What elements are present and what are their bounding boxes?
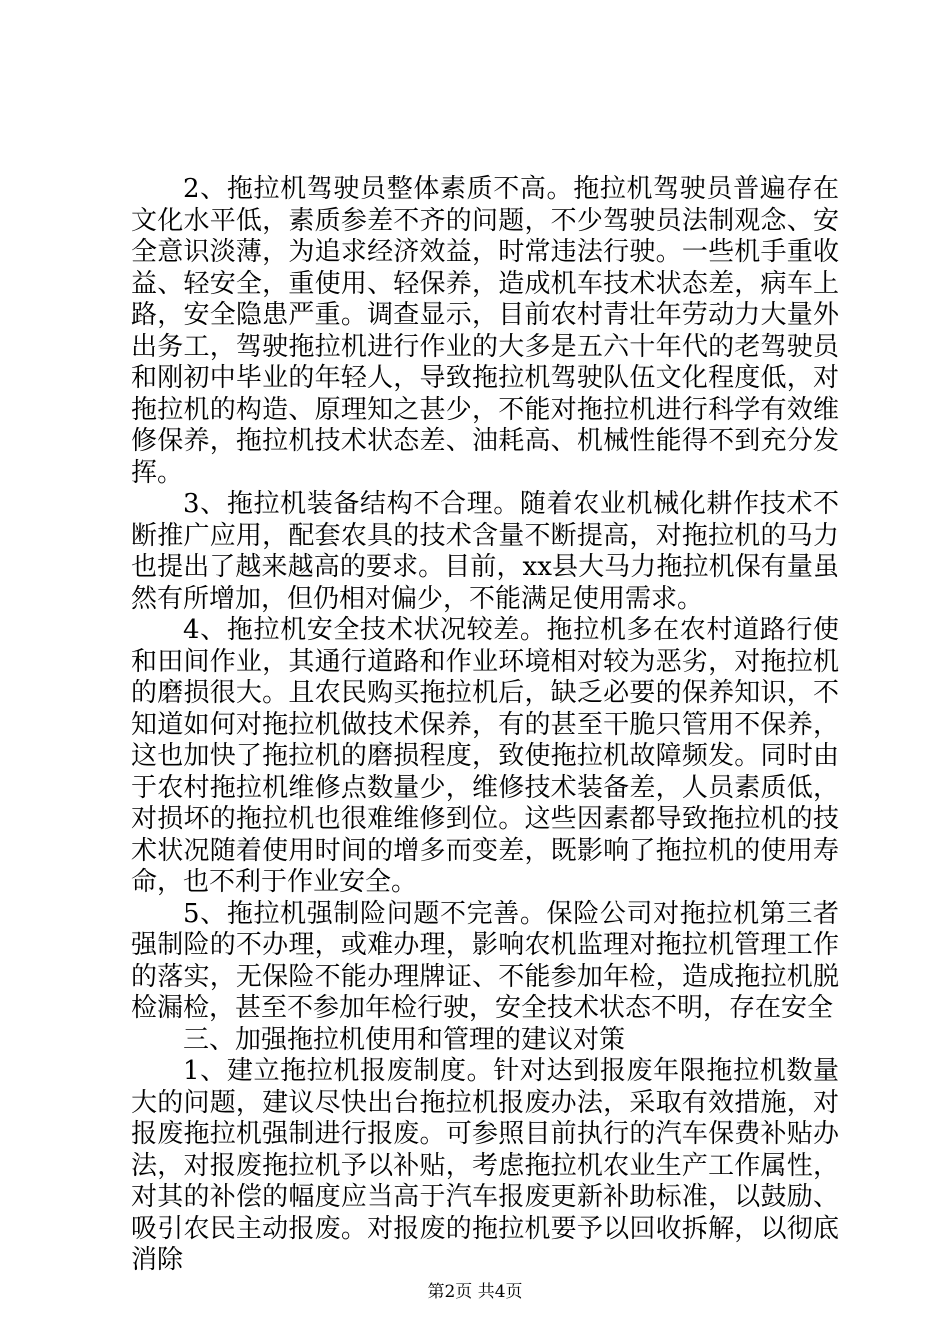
paragraph-text: 5、拖拉机强制险问题不完善。保险公司对拖拉机第三者强制险的不办理，或难办理，影响农机监理对拖拉机管理工作的落实，无保险不能办理牌证、不能参加年检，造成拖拉机脱检漏检，甚至不参加年检行驶，安全技术状态不明，存在安全 — [131, 898, 839, 1023]
paragraph-safety-condition — [131, 615, 839, 899]
paragraph-scrap-system — [131, 1056, 839, 1277]
paragraph-equipment-structure — [131, 489, 839, 615]
section-heading: 三、加强拖拉机使用和管理的建议对策 — [183, 1024, 626, 1055]
paragraph-text: 3、拖拉机装备结构不合理。随着农业机械化耕作技术不断推广应用，配套农具的技术含量不断提高，对拖拉机的马力也提出了越来越高的要求。目前，xx县大马力拖拉机保有量虽然有所增加，但仍相对偏少，不能满足使用需求。 — [131, 489, 839, 614]
document-body — [131, 174, 839, 1277]
paragraph-compulsory-insurance — [131, 899, 839, 1025]
paragraph-text: 1、建立拖拉机报废制度。针对达到报废年限拖拉机数量大的问题，建议尽快出台拖拉机报废办法，采取有效措施，对报废拖拉机强制进行报废。可参照目前执行的汽车保费补贴办法，对报废拖拉机予以补贴，考虑拖拉机农业生产工作属性，对其的补偿的幅度应当高于汽车报废更新补助标准，以鼓励、吸引农民主动报废。对报废的拖拉机要予以回收拆解，以彻底消除 — [131, 1056, 839, 1275]
paragraph-driver-quality — [131, 174, 839, 489]
page-number-footer: 第2页 共4页 — [427, 1282, 523, 1302]
paragraph-text: 4、拖拉机安全技术状况较差。拖拉机多在农村道路行使和田间作业，其通行道路和作业环境相对较为恶劣，对拖拉机的磨损很大。且农民购买拖拉机后，缺乏必要的保养知识，不知道如何对拖拉机做技术保养，有的甚至干脆只管用不保养，这也加快了拖拉机的磨损程度，致使拖拉机故障频发。同时由于农村拖拉机维修点数量少，维修技术装备差，人员素质低，对损坏的拖拉机也很难维修到位。这些因素都导致拖拉机的技术状况随着使用时间的增多而变差，既影响了拖拉机的使用寿命，也不利于作业安全。 — [131, 615, 839, 897]
paragraph-text: 2、拖拉机驾驶员整体素质不高。拖拉机驾驶员普遍存在文化水平低，素质参差不齐的问题，不少驾驶员法制观念、安全意识淡薄，为追求经济效益，时常违法行驶。一些机手重收益、轻安全，重使用、轻保养，造成机车技术状态差，病车上路，安全隐患严重。调查显示，目前农村青壮年劳动力大量外出务工，驾驶拖拉机进行作业的大多是五六十年代的老驾驶员和刚初中毕业的年轻人，导致拖拉机驾驶队伍文化程度低，对拖拉机的构造、原理知之甚少，不能对拖拉机进行科学有效维修保养，拖拉机技术状态差、油耗高、机械性能得不到充分发挥。 — [131, 174, 839, 488]
